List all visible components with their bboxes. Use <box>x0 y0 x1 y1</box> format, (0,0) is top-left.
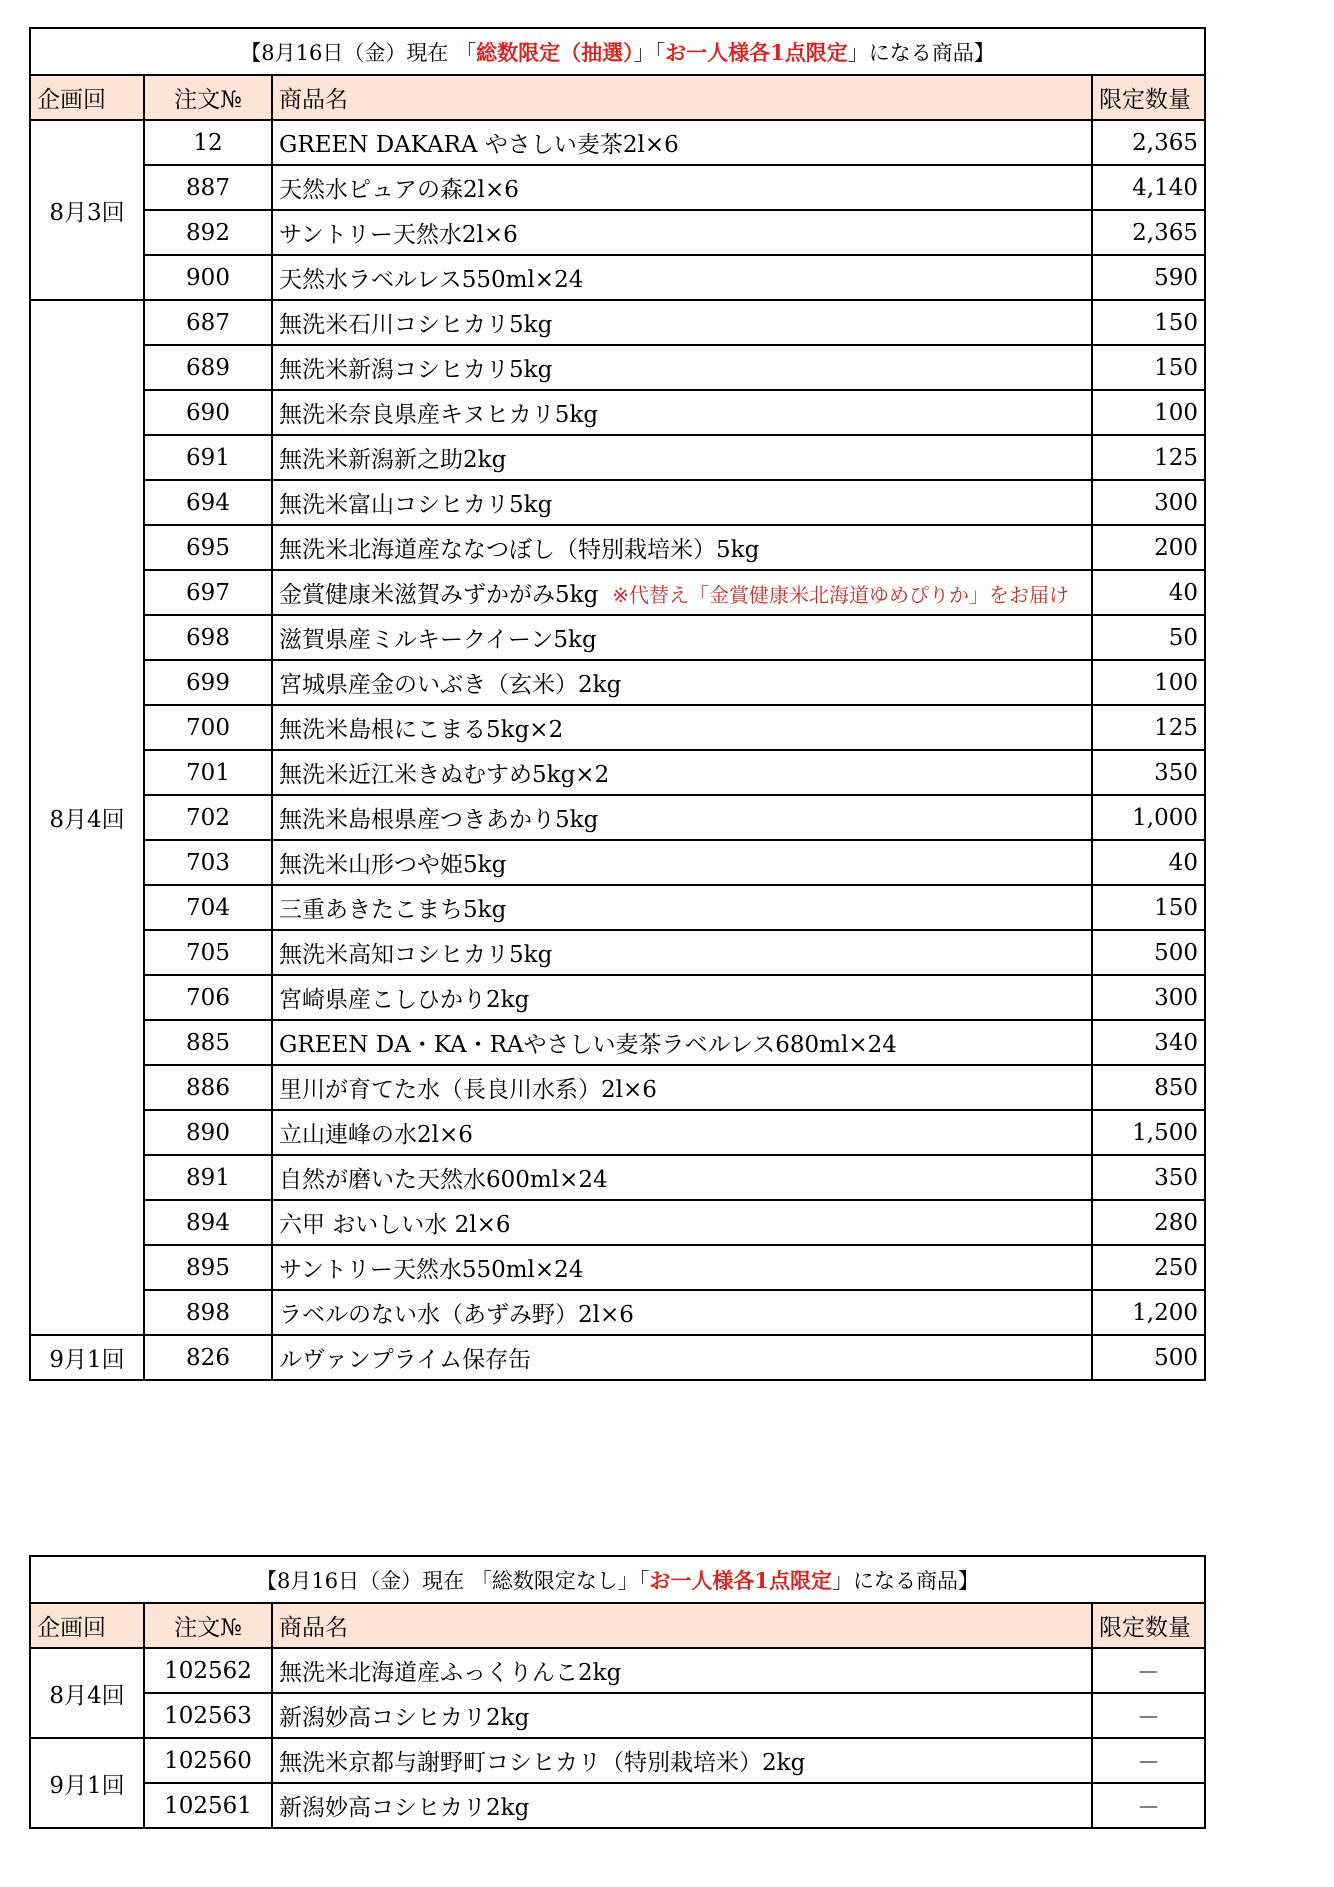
product-name-cell <box>272 210 1092 255</box>
product-name: サントリー天然水550ml×24 <box>279 1257 584 1283</box>
limit-qty-cell: 350 <box>1092 1155 1205 1200</box>
product-name: 金賞健康米滋賀みずかがみ5kg <box>279 582 599 608</box>
limit-qty-cell: 250 <box>1092 1245 1205 1290</box>
title-limit-highlight: お一人様各1点限定 <box>665 39 848 65</box>
header-product-name: 商品名 <box>272 1603 1092 1648</box>
order-no-cell: 694 <box>144 480 272 525</box>
order-no-cell: 892 <box>144 210 272 255</box>
table-row <box>30 975 1205 1020</box>
title-pre: 【8月16日（金）現在 「 <box>240 40 477 65</box>
table-row <box>30 570 1205 615</box>
limit-qty-cell: 100 <box>1092 660 1205 705</box>
product-name: 新潟妙高コシヒカリ2kg <box>279 1795 530 1821</box>
limit-qty-cell: － <box>1092 1738 1205 1783</box>
product-name-cell <box>272 525 1092 570</box>
product-name: 三重あきたこまち5kg <box>279 897 507 923</box>
order-no-cell: 900 <box>144 255 272 300</box>
limit-qty-cell: 1,500 <box>1092 1110 1205 1155</box>
product-name-cell <box>272 480 1092 525</box>
product-name-cell <box>272 1245 1092 1290</box>
product-name-cell <box>272 255 1092 300</box>
table-row <box>30 1245 1205 1290</box>
limit-qty-cell: 590 <box>1092 255 1205 300</box>
limit-qty-cell: 200 <box>1092 525 1205 570</box>
order-no-cell: 102562 <box>144 1648 272 1693</box>
table-row <box>30 165 1205 210</box>
product-name: GREEN DA・KA・RAやさしい麦茶ラベルレス680ml×24 <box>279 1032 897 1058</box>
column-header-row <box>30 1603 1205 1648</box>
product-name: 里川が育てた水（長良川水系）2l×6 <box>279 1077 657 1103</box>
order-no-cell: 703 <box>144 840 272 885</box>
product-name: サントリー天然水2l×6 <box>279 222 518 248</box>
product-name: 無洗米新潟コシヒカリ5kg <box>279 357 553 383</box>
substitution-note: ※代替え「金賞健康米北海道ゆめぴりか」をお届け <box>612 583 1070 607</box>
plan-cell: 9月1回 <box>30 1738 144 1828</box>
table-row <box>30 615 1205 660</box>
product-name-cell <box>272 1200 1092 1245</box>
product-name-cell <box>272 1155 1092 1200</box>
product-name-cell <box>272 1738 1092 1783</box>
product-name-cell <box>272 300 1092 345</box>
product-name: 無洗米京都与謝野町コシヒカリ（特別栽培米）2kg <box>279 1750 806 1776</box>
product-name: 新潟妙高コシヒカリ2kg <box>279 1705 530 1731</box>
table-row <box>30 480 1205 525</box>
product-name-cell <box>272 795 1092 840</box>
header-plan: 企画回 <box>30 1603 144 1648</box>
title-post: 」になる商品】 <box>831 1568 979 1593</box>
limit-qty-cell: 280 <box>1092 1200 1205 1245</box>
order-no-cell: 887 <box>144 165 272 210</box>
product-name: ラベルのない水（あずみ野）2l×6 <box>279 1302 634 1328</box>
product-name: 無洗米奈良県産キヌヒカリ5kg <box>279 402 599 428</box>
limit-qty-cell: 150 <box>1092 885 1205 930</box>
order-no-cell: 895 <box>144 1245 272 1290</box>
title-lottery-highlight: 総数限定（抽選） <box>476 39 634 65</box>
header-product-name: 商品名 <box>272 75 1092 120</box>
order-no-cell: 890 <box>144 1110 272 1155</box>
product-name-cell <box>272 660 1092 705</box>
order-no-cell: 886 <box>144 1065 272 1110</box>
limit-qty-cell: 850 <box>1092 1065 1205 1110</box>
limit-qty-cell: 340 <box>1092 1020 1205 1065</box>
order-no-cell: 102561 <box>144 1783 272 1828</box>
order-no-cell: 706 <box>144 975 272 1020</box>
limit-qty-cell: 300 <box>1092 975 1205 1020</box>
product-name-cell <box>272 1065 1092 1110</box>
order-no-cell: 102563 <box>144 1693 272 1738</box>
limit-qty-cell: － <box>1092 1783 1205 1828</box>
limit-qty-cell: 2,365 <box>1092 120 1205 165</box>
limit-qty-cell: 150 <box>1092 300 1205 345</box>
table-title <box>30 28 1205 75</box>
order-no-cell: 700 <box>144 705 272 750</box>
product-name: 無洗米富山コシヒカリ5kg <box>279 492 553 518</box>
table-row <box>30 750 1205 795</box>
table-row <box>30 1648 1205 1693</box>
product-name: 無洗米北海道産ななつぼし（特別栽培米）5kg <box>279 537 760 563</box>
product-name: ルヴァンプライム保存缶 <box>279 1347 532 1373</box>
product-name-cell <box>272 570 1092 615</box>
order-no-cell: 826 <box>144 1335 272 1380</box>
table-title-row <box>30 28 1205 75</box>
table-title <box>30 1556 1205 1603</box>
order-no-cell: 698 <box>144 615 272 660</box>
table-title-row <box>30 1556 1205 1603</box>
product-name-cell <box>272 840 1092 885</box>
order-no-cell: 891 <box>144 1155 272 1200</box>
product-name-cell <box>272 390 1092 435</box>
limit-qty-cell: 1,000 <box>1092 795 1205 840</box>
order-no-cell: 691 <box>144 435 272 480</box>
limit-qty-cell: 150 <box>1092 345 1205 390</box>
order-no-cell: 699 <box>144 660 272 705</box>
table-row <box>30 435 1205 480</box>
limit-qty-cell: 300 <box>1092 480 1205 525</box>
table-row <box>30 1783 1205 1828</box>
limit-qty-cell: 500 <box>1092 930 1205 975</box>
product-name-cell <box>272 705 1092 750</box>
product-name-cell <box>272 750 1092 795</box>
table-row <box>30 1020 1205 1065</box>
order-no-cell: 885 <box>144 1020 272 1065</box>
product-name-cell <box>272 120 1092 165</box>
limit-qty-cell: 125 <box>1092 705 1205 750</box>
limit-qty-cell: － <box>1092 1648 1205 1693</box>
table-row <box>30 1738 1205 1783</box>
table-row <box>30 1290 1205 1335</box>
product-name-cell <box>272 1290 1092 1335</box>
limit-qty-cell: 100 <box>1092 390 1205 435</box>
table-row <box>30 1335 1205 1380</box>
limited-lottery-table <box>29 27 1206 1381</box>
limit-qty-cell: 50 <box>1092 615 1205 660</box>
title-limit-highlight: お一人様各1点限定 <box>649 1567 832 1593</box>
product-name: 宮崎県産こしひかり2kg <box>279 987 530 1013</box>
order-no-cell: 704 <box>144 885 272 930</box>
plan-cell: 8月3回 <box>30 120 144 300</box>
table-row <box>30 1155 1205 1200</box>
header-plan: 企画回 <box>30 75 144 120</box>
product-name-cell <box>272 615 1092 660</box>
order-no-cell: 894 <box>144 1200 272 1245</box>
product-name-cell <box>272 1648 1092 1693</box>
product-name-cell <box>272 1693 1092 1738</box>
product-name: 六甲 おいしい水 2l×6 <box>279 1212 511 1238</box>
table-row <box>30 795 1205 840</box>
header-order-no: 注文№ <box>144 1603 272 1648</box>
limit-qty-cell: 1,200 <box>1092 1290 1205 1335</box>
plan-cell: 9月1回 <box>30 1335 144 1380</box>
limited-per-person-table <box>29 1555 1206 1829</box>
table-row <box>30 885 1205 930</box>
limit-qty-cell: 2,365 <box>1092 210 1205 255</box>
product-name-cell <box>272 975 1092 1020</box>
product-name-cell <box>272 165 1092 210</box>
header-order-no: 注文№ <box>144 75 272 120</box>
header-limit-qty: 限定数量 <box>1092 1603 1205 1648</box>
table-row <box>30 1200 1205 1245</box>
title-post: 」になる商品】 <box>847 40 995 65</box>
product-name: 無洗米島根にこまる5kg×2 <box>279 717 564 743</box>
product-name: 自然が磨いた天然水600ml×24 <box>279 1167 608 1193</box>
limit-qty-cell: 40 <box>1092 840 1205 885</box>
product-name: 無洗米新潟新之助2kg <box>279 447 507 473</box>
product-name: GREEN DAKARA やさしい麦茶2l×6 <box>279 132 679 158</box>
product-name: 滋賀県産ミルキークイーン5kg <box>279 627 597 653</box>
plan-cell: 8月4回 <box>30 300 144 1335</box>
product-name: 無洗米北海道産ふっくりんこ2kg <box>279 1660 622 1686</box>
product-name: 立山連峰の水2l×6 <box>279 1122 473 1148</box>
table-row <box>30 390 1205 435</box>
product-name: 無洗米山形つや姫5kg <box>279 852 507 878</box>
table-row <box>30 210 1205 255</box>
table-row <box>30 840 1205 885</box>
order-no-cell: 697 <box>144 570 272 615</box>
table-row <box>30 300 1205 345</box>
order-no-cell: 689 <box>144 345 272 390</box>
plan-cell: 8月4回 <box>30 1648 144 1738</box>
product-name: 天然水ピュアの森2l×6 <box>279 177 519 203</box>
product-name-cell <box>272 345 1092 390</box>
product-name-cell <box>272 885 1092 930</box>
limit-qty-cell: 500 <box>1092 1335 1205 1380</box>
limit-qty-cell: 40 <box>1092 570 1205 615</box>
table-row <box>30 1065 1205 1110</box>
product-name-cell <box>272 1020 1092 1065</box>
product-name: 無洗米石川コシヒカリ5kg <box>279 312 553 338</box>
table-row <box>30 120 1205 165</box>
order-no-cell: 12 <box>144 120 272 165</box>
table-row <box>30 930 1205 975</box>
product-name-cell <box>272 435 1092 480</box>
header-limit-qty: 限定数量 <box>1092 75 1205 120</box>
limit-qty-cell: 125 <box>1092 435 1205 480</box>
limit-qty-cell: 4,140 <box>1092 165 1205 210</box>
title-mid: 」「 <box>633 40 666 65</box>
order-no-cell: 690 <box>144 390 272 435</box>
order-no-cell: 898 <box>144 1290 272 1335</box>
product-name: 無洗米近江米きぬむすめ5kg×2 <box>279 762 610 788</box>
product-name: 無洗米高知コシヒカリ5kg <box>279 942 553 968</box>
product-name-cell <box>272 1783 1092 1828</box>
order-no-cell: 687 <box>144 300 272 345</box>
table-row <box>30 705 1205 750</box>
table-row <box>30 660 1205 705</box>
table-row <box>30 345 1205 390</box>
order-no-cell: 102560 <box>144 1738 272 1783</box>
order-no-cell: 705 <box>144 930 272 975</box>
order-no-cell: 701 <box>144 750 272 795</box>
table-row <box>30 1110 1205 1155</box>
limit-qty-cell: 350 <box>1092 750 1205 795</box>
product-name: 宮城県産金のいぶき（玄米）2kg <box>279 672 622 698</box>
product-name-cell <box>272 930 1092 975</box>
column-header-row <box>30 75 1205 120</box>
title-pre: 【8月16日（金）現在 「総数限定なし」「 <box>256 1568 650 1593</box>
product-name: 無洗米島根県産つきあかり5kg <box>279 807 599 833</box>
table-row <box>30 255 1205 300</box>
order-no-cell: 702 <box>144 795 272 840</box>
limit-qty-cell: － <box>1092 1693 1205 1738</box>
product-name: 天然水ラベルレス550ml×24 <box>279 267 584 293</box>
product-name-cell <box>272 1110 1092 1155</box>
table-row <box>30 525 1205 570</box>
table-row <box>30 1693 1205 1738</box>
product-name-cell <box>272 1335 1092 1380</box>
order-no-cell: 695 <box>144 525 272 570</box>
